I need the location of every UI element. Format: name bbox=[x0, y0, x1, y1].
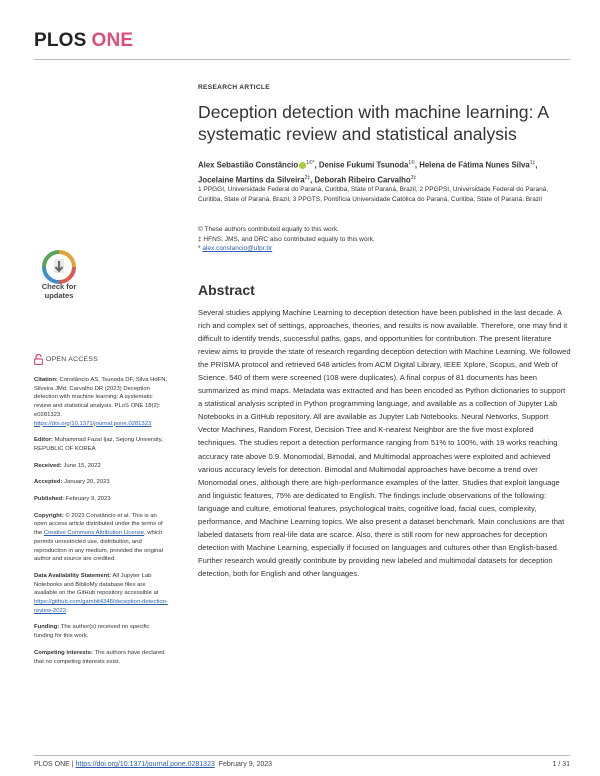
author-sup: 1‡ bbox=[529, 160, 536, 166]
open-access-label bbox=[34, 354, 98, 365]
author-name[interactable]: , Denise Fukumi Tsunoda bbox=[314, 160, 409, 170]
article-metadata-sidebar bbox=[34, 376, 169, 674]
footer-journal: PLOS ONE bbox=[34, 761, 70, 768]
author-sup: 1© bbox=[408, 160, 415, 166]
license-link[interactable]: Creative Commons Attribution License bbox=[43, 530, 145, 537]
author-name[interactable]: , Jocelaine Martins da Silveira bbox=[198, 160, 538, 185]
author-name[interactable]: , Deborah Ribeiro Carvalho bbox=[310, 175, 411, 185]
published-block: Published: February 9, 2023 bbox=[34, 496, 111, 503]
open-lock-icon bbox=[34, 354, 43, 365]
logo-one: ONE bbox=[91, 30, 134, 51]
note-equal-contribution: © These authors contributed equally to this work. bbox=[198, 226, 339, 233]
open-access-text: OPEN ACCESS bbox=[46, 356, 99, 363]
github-link[interactable]: https://github.com/gambit4348/deception-detection-review-2022 bbox=[34, 599, 168, 614]
logo-plos: PLOS bbox=[34, 30, 87, 51]
competing-interests-block: Competing interests: The authors have declared that no competing interests exist. bbox=[34, 649, 165, 665]
check-updates-icon bbox=[42, 250, 76, 284]
page-footer: PLOS ONE | https://doi.org/10.1371/journal.pone.0281323 February 9, 2023 1 / 31 bbox=[34, 761, 570, 768]
author-name[interactable]: Alex Sebastião Constâncio bbox=[198, 160, 299, 170]
author-sup: 1©* bbox=[306, 160, 315, 166]
data-availability-block: Data Availability Statement: All Jupyter Lab Notebooks and BiblioMy database files are available on the GitHub repository accessible at https://github.com/gambit4348/deception-detection-review-2022. bbox=[34, 572, 168, 614]
abstract-heading: Abstract bbox=[198, 282, 255, 298]
footer-date: February 9, 2023 bbox=[218, 761, 273, 768]
note-also-contributed: ‡ HFNS, JMS, and DRC also contributed equally to this work. bbox=[198, 235, 375, 243]
copyright-block: Copyright: © 2023 Constâncio et al. This is an open access article distributed under the terms of the Creative Commons Attribution License, which permits unrestricted use, distribution, and reproduction in any medium, provided the original author and source are credited. bbox=[34, 512, 164, 563]
affiliations: 1 PPGGI, Universidade Federal do Paraná, Curitiba, State of Paraná, Brazil, 2 PPGPSI, Universidade Federal do Paraná, Curitiba, State of Paraná, Brazil, 3 PPGTS, Pontifícia Universidade Católica do Paraná, Curitiba, State of Paraná, Brazil bbox=[198, 186, 549, 204]
badge-label: Check for updates bbox=[41, 282, 77, 300]
article-type: RESEARCH ARTICLE bbox=[198, 84, 270, 91]
author-notes bbox=[198, 225, 556, 254]
citation-block: Citation: Constâncio AS, Tsunoda DF, Silva HdFN, Silveira JMd, Carvalho DR (2023) Deception detection with machine learning: A systematic review and statistical analysis. PLoS ONE 18(2): e0281323. https://doi.org/10.1371/journal.pone.0281323 bbox=[34, 377, 168, 427]
author-sup: 3‡ bbox=[410, 174, 417, 181]
abstract-text: Several studies applying Machine Learning to deception detection have been published in the last decade. A rich and complex set of settings, approaches, theories, and results is now available. Therefore, one may find it difficult to identify trends, successful paths, gaps, and opportunities for contribution. The present literature review aims to provide the state of research regarding deception detection with Machine Learning. We followed the PRISMA protocol and retrieved 648 articles from ACM Digital Library, IEEE Xplore, Scopus, and Web of Science. 540 of them were screened (108 were duplicates). A final corpus of 81 documents has been summarized as mind maps. Metadata was extracted and has been encoded as Python dictionaries to support a statistical analysis scripted in Python programming language, and available as a collection of Jupyter Lab Notebooks in a GitHub repository. All are available as Jupyter Lab Notebooks. Neural Networks, Support Vector Machines, Random Forest, Decision Tree and K-nearest Neighbor are the five most explored techniques. The studies report a detection performance ranging from 51% to 100%, with 19 works reaching accuracy rate above 0.9. Monomodal, Bimodal, and Multimodal approaches were exploited and achieved various accuracy levels for detection. Bimodal and Multimodal approaches have become a trend over Monomodal ones, although there are high-performance examples of the latter. Studies that exploit language and linguistic features, 75% are dedicated to English. The findings include observations of the following: language and culture, emotional features, psychological traits, cognitive load, facial cues, complexity, performance, and Machine Learning topics. We also present a dataset benchmark. Main conclusions are that labeled datasets from real-life data are scarce. Also, there is still room for new approaches for deception detection with Machine Learning, especially if focused on languages and cultures other than English-based. Further research would greatly contribute by providing new labeled and multimodal datasets for deception detection, both for English and other languages. bbox=[198, 308, 571, 578]
header-divider bbox=[34, 59, 570, 60]
article-title: Deception detection with machine learning: A systematic review and statistical analysis bbox=[198, 102, 549, 144]
check-for-updates-badge[interactable] bbox=[34, 250, 84, 302]
note-email: * alex.constancio@ufpr.br bbox=[198, 245, 273, 253]
author-sup: 2‡ bbox=[304, 174, 311, 181]
journal-logo bbox=[34, 30, 133, 52]
footer-doi-link[interactable]: https://doi.org/10.1371/journal.pone.0281323 bbox=[75, 761, 215, 768]
accepted-block: Accepted: January 20, 2023 bbox=[34, 479, 110, 486]
footer-divider bbox=[34, 755, 570, 756]
author-list bbox=[198, 157, 558, 187]
email-link[interactable]: alex.constancio@ufpr.br bbox=[202, 245, 273, 253]
author-name[interactable]: , Helena de Fátima Nunes Silva bbox=[414, 160, 530, 170]
funding-block: Funding: The author(s) received no specific funding for this work. bbox=[34, 624, 150, 640]
page-number: 1 / 31 bbox=[552, 761, 570, 768]
received-block: Received: June 15, 2022 bbox=[34, 462, 101, 469]
citation-doi-link[interactable]: https://doi.org/10.1371/journal.pone.0281323 bbox=[34, 420, 152, 427]
editor-block: Editor: Muhammad Fazal Ijaz, Sejong University, REPUBLIC OF KOREA bbox=[34, 437, 163, 452]
